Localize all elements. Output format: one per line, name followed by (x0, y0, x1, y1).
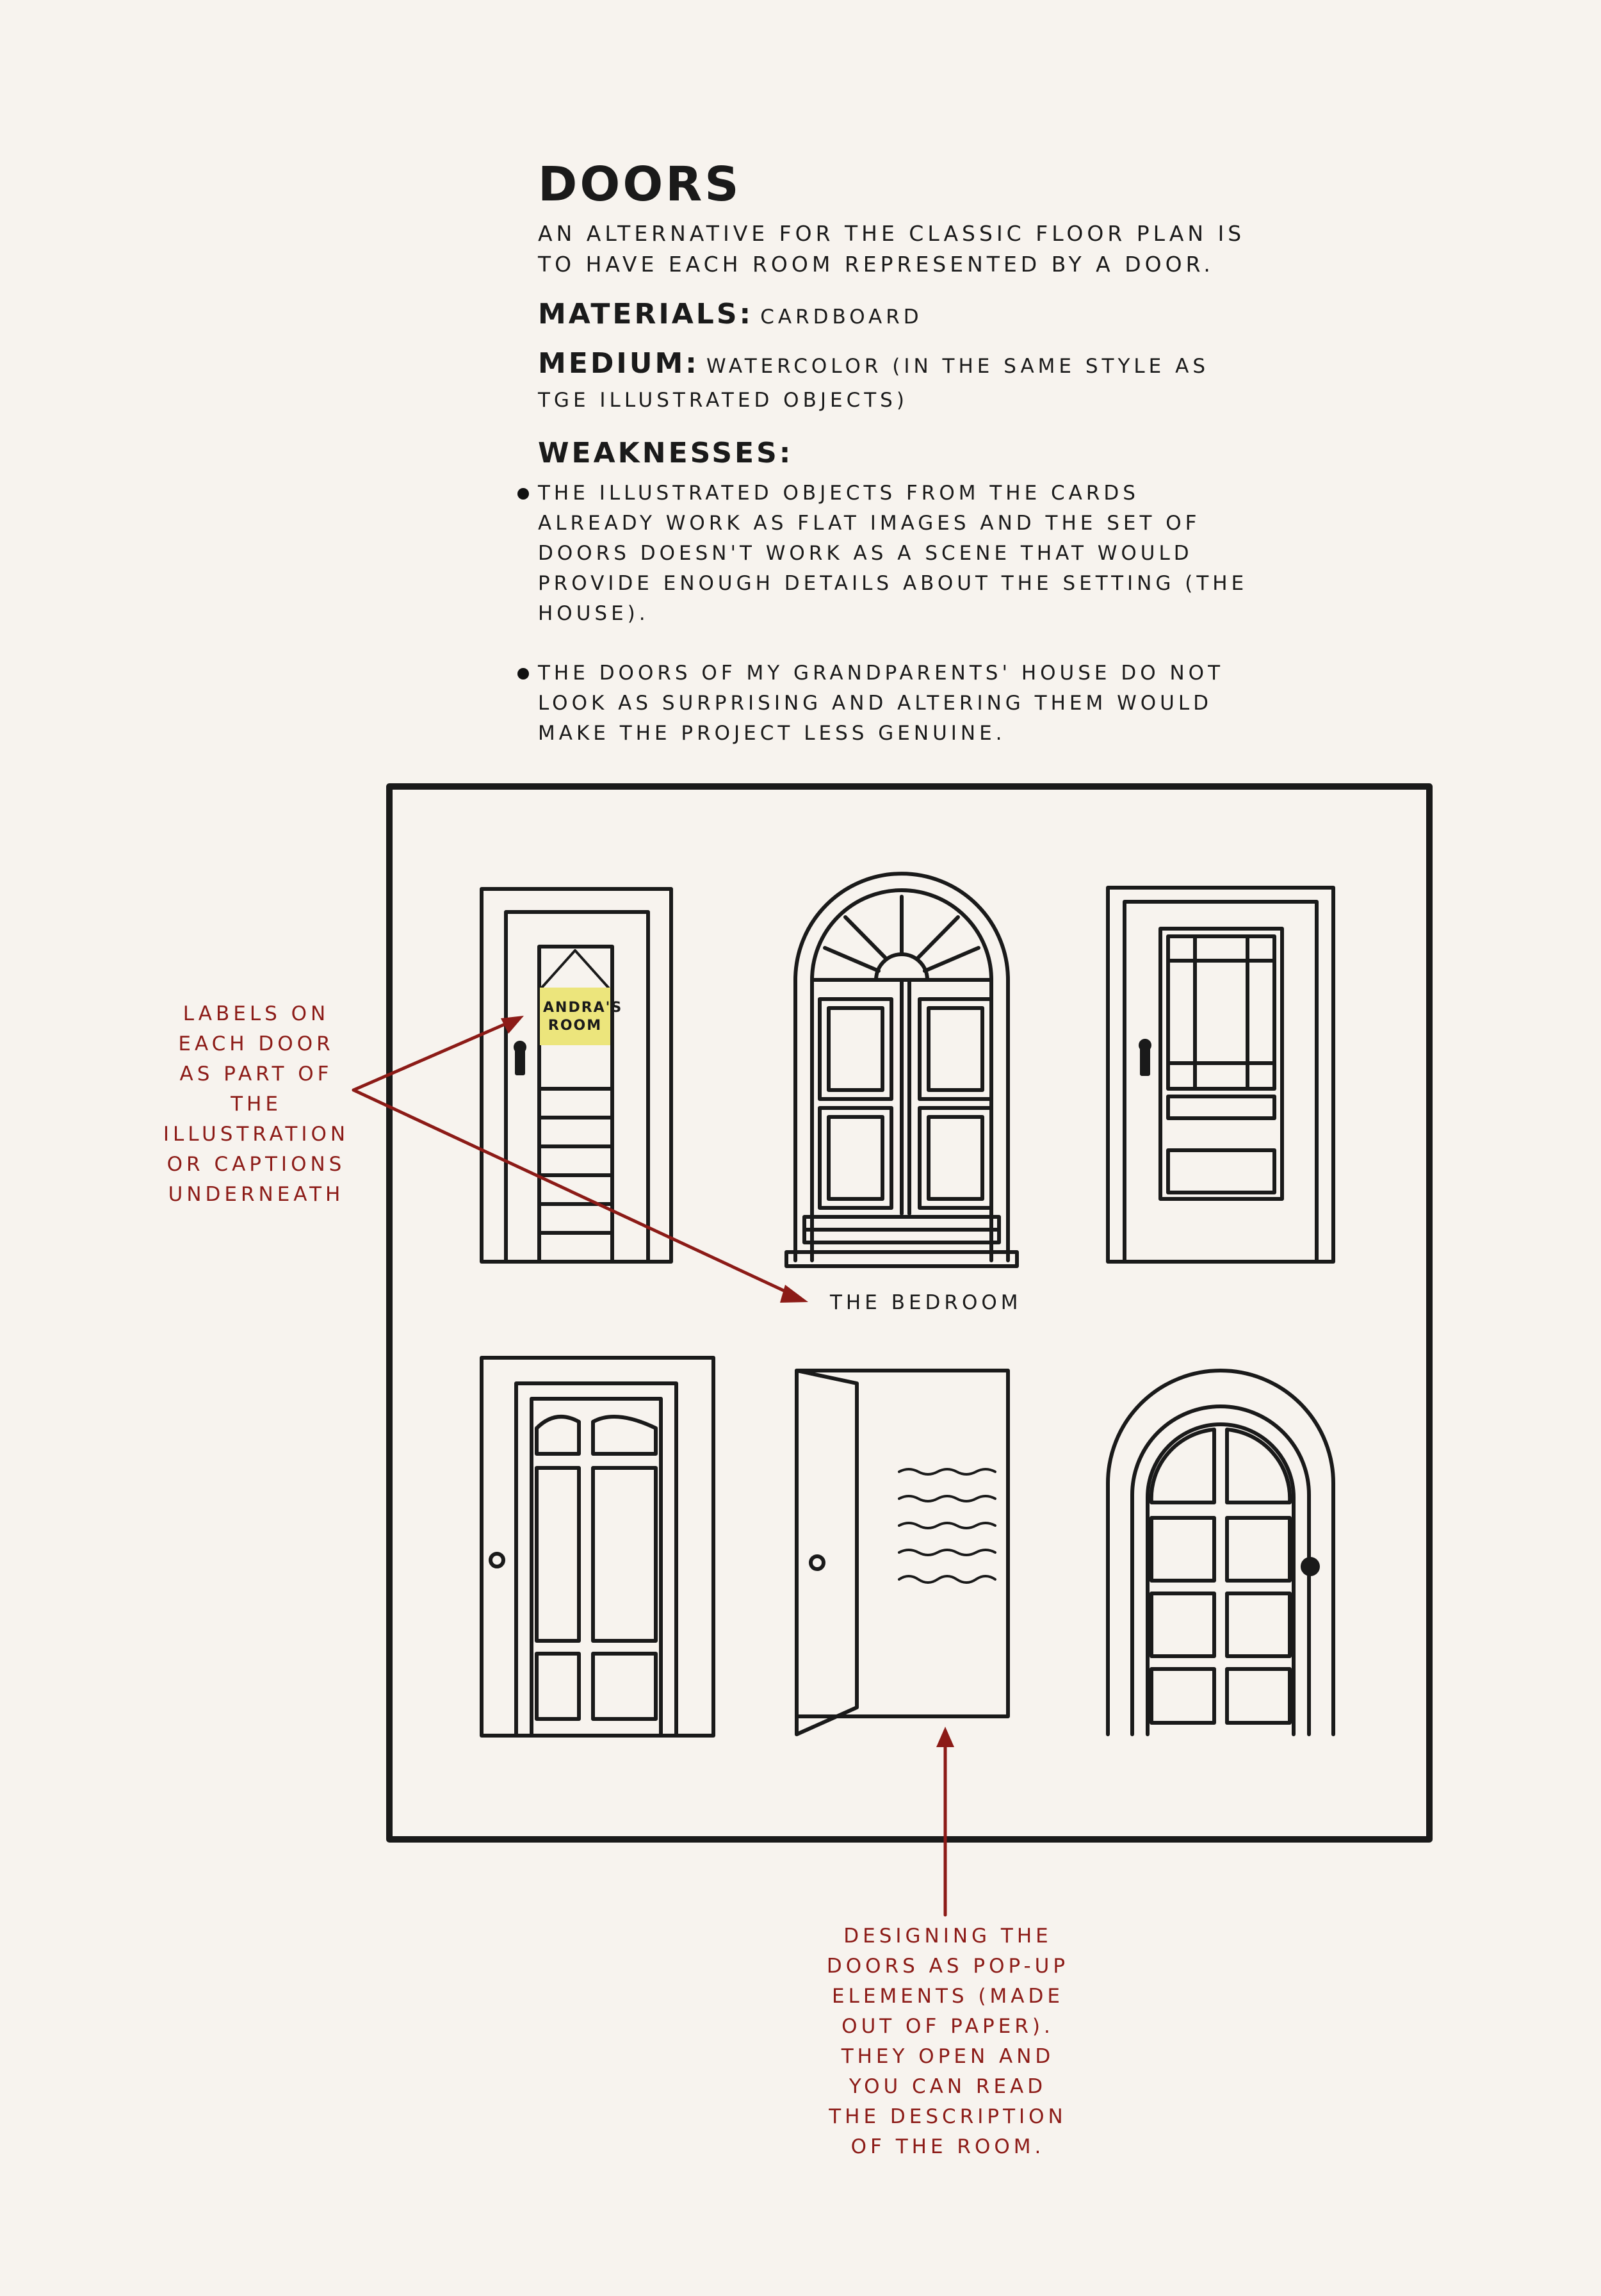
sign-text: ANDRA'S ROOM (543, 1000, 623, 1034)
arrowhead-icon (780, 1285, 808, 1303)
annotation-labels: LABELS ON EACH DOOR AS PART OF THE ILLUSTRATION OR CAPTIONS UNDERNEATH (163, 1002, 350, 1206)
door-three (1108, 888, 1333, 1262)
door-four (482, 1358, 713, 1736)
intro-text: AN ALTERNATIVE FOR THE CLASSIC FLOOR PLAN IS TO HAVE EACH ROOM REPRESENTED BY A DOOR. (538, 221, 1246, 277)
materials-value: CARDBOARD (760, 305, 923, 329)
door-bedroom (786, 874, 1017, 1266)
weaknesses-label: WEAKNESSES: (538, 437, 793, 469)
medium-label: MEDIUM: (538, 347, 699, 380)
materials-label: MATERIALS: (538, 298, 754, 330)
page-title: DOORS (538, 157, 742, 212)
bedroom-caption: THE BEDROOM (830, 1291, 1022, 1314)
arrowhead-icon (936, 1727, 954, 1747)
door-open (797, 1371, 1008, 1734)
door-six (1108, 1371, 1333, 1734)
weakness-text: THE DOORS OF MY GRANDPARENTS' HOUSE DO NOT LOOK AS SURPRISING AND ALTERING THEM WOULD MAKE THE PROJECT LESS GENUINE. (538, 662, 1224, 745)
medium-value: WATERCOLOR (IN THE SAME STYLE AS TGE ILLUSTRATED OBJECTS) (538, 355, 1209, 412)
weakness-text: THE ILLUSTRATED OBJECTS FROM THE CARDS ALREADY WORK AS FLAT IMAGES AND THE SET OF DOORS DOESN'T WORK AS A SCENE THAT WOULD PROVIDE ENOUGH DETAILS ABOUT THE SETTING (THE HOUSE). (538, 482, 1248, 625)
annotation-popup: DESIGNING THE DOORS AS POP-UP ELEMENTS (MADE OUT OF PAPER). THEY OPEN AND YOU CAN READ THE DESCRIPTION OF THE ROOM. (826, 1925, 1069, 2158)
door-andras-room (482, 889, 671, 1262)
